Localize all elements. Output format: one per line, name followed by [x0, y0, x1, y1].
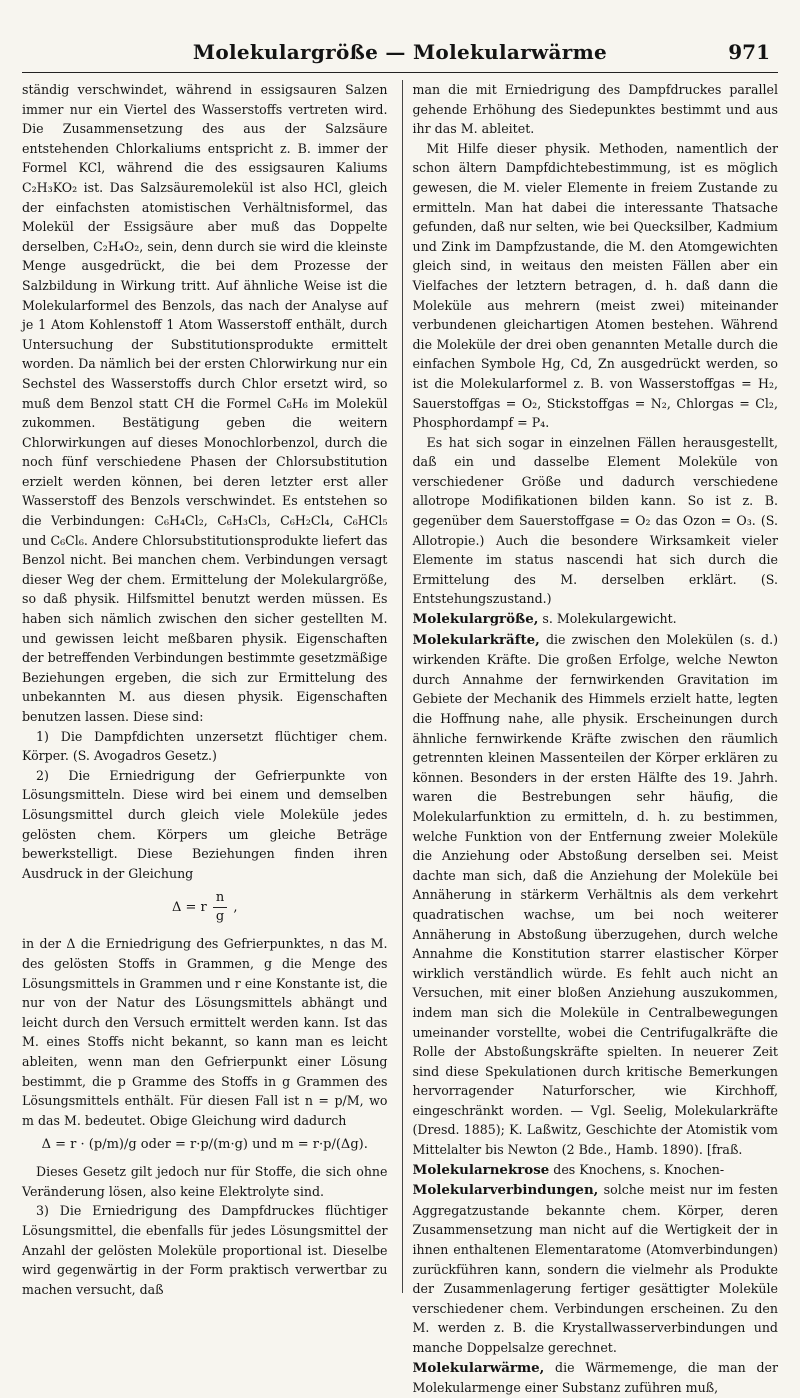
entry-text: solche meist nur im festen Aggregatzustande bekannte chem. Körper, deren Zusammensetzung man nicht auf die Wertigkeit der in ihnen enthaltenen Elementaratome (Atomverbindungen) zurückführen kann, sondern die vielmehr als Produkte der Zusammenlagerung fertiger gesättigter Moleküle verschiedener chem. Verbindungen erscheinen. Zu den M. werden z. B. die Krystallwasserverbindungen und manche Doppelsalze gerechnet. [412, 1182, 778, 1355]
entry-molekularnekrose [413, 1160, 779, 1181]
entry-term: Molekularwärme, [412, 1359, 545, 1376]
entry-molekularkraefte [413, 630, 779, 1160]
entry-molekularverbindungen [413, 1180, 779, 1357]
fraction-denominator: g [215, 909, 225, 925]
paragraph: Mit Hilfe dieser physik. Methoden, namentlich der schon ältern Dampfdichtebestimmung, ist es möglich gewesen, die M. vieler Elemente in freiem Zustande zu ermitteln. Man hat dabei die interessante Thatsache gefunden, daß nur selten, wie bei Quecksilber, Kadmium und Zink im Dampfzustande, die M. den Atomgewichten gleich sind, in weitaus den meisten Fällen aber ein Vielfaches der letztern betragen, d. h. daß dann die Moleküle aus mehrern (meist zwei) miteinander verbundenen gleichartigen Atomen bestehen. Während die Moleküle der drei oben genannten Metalle durch die einfachen Symbole Hg, Cd, Zn ausgedrückt werden, so ist die Molekularformel z. B. von Wasserstoffgas = H₂, Sauerstoffgas = O₂, Stickstoffgas = N₂, Chlorgas = Cl₂, Phosphordampf = P₄. [412, 140, 778, 431]
entry-term: Molekularkräfte, [412, 631, 540, 648]
formula-fraction [213, 889, 227, 926]
text-columns [22, 80, 778, 1396]
entry-term: Molekulargröße, [412, 611, 539, 628]
fraction-numerator: n [213, 889, 227, 908]
paragraph: Es hat sich sogar in einzelnen Fällen herausgestellt, daß ein und dasselbe Element Moleküle von verschiedener Größe und dadurch verschiedene allotrope Modifikationen bilden kann. So ist z. B. gegenüber dem Sauerstoffgase = O₂ das Ozon = O₃. (S. Allotropie.) Auch die besondere Wirksamkeit vieler Elemente im status nascendi hat sich durch die Ermittelung des M. derselben erklärt. (S. Entstehungszustand.) [412, 434, 778, 607]
formula-tail: , [233, 900, 238, 916]
entry-text: die Wärmemenge, die man der Molekularmenge einer Substanz zuführen muß, [412, 1359, 778, 1396]
paragraph: man die mit Erniedrigung des Dampfdruckes parallel gehende Erhöhung des Siedepunktes bestimmt und aus ihr das M. ableitet. [412, 82, 778, 137]
left-column [22, 80, 388, 1297]
formula-lhs: Δ = r [171, 900, 207, 916]
entry-term: Molekularverbindungen, [412, 1182, 599, 1199]
paragraph: 2) Die Erniedrigung der Gefrierpunkte von Lösungsmitteln. Diese wird bei einem und demselben Lösungsmittel durch gleich viele Moleküle jedes gelösten chem. Körpers um gleiche Beträge bewerkstelligt. Diese Beziehungen finden ihren Ausdruck in der Gleichung [22, 767, 388, 881]
entry-text: die zwischen den Molekülen (s. d.) wirkenden Kräfte. Die großen Erfolge, welche Newton durch Annahme der fernwirkenden Gravitation im Gebiete der Mechanik des Himmels erzielt hatte, legten die Hoffnung nahe, alle physik. Erscheinungen durch ähnliche fernwirkende Kräfte zwischen den räumlich getrennten kleinen Massenteilen der Körper erklären zu können. Besonders in der ersten Hälfte des 19. Jahrh. waren die Bestrebungen sehr häufig, die Molekularfunktion zu ermitteln, d. h. zu bestimmen, welche Funktion von der Entfernung zweier Moleküle die Anziehung oder Abstoßung derselben sei. Meist dachte man sich, daß die Anziehung der Moleküle bei Annäherung in stärkerm Verhältnis als dem verkehrt quadratischen wachse, um bei noch weiterer Annäherung in Abstoßung überzugehen, durch welche Annahme die Konstitution starrer elastischer Körper wirklich verständlich würde. Es fehlt auch nicht an Versuchen, mit einer bloßen Anziehung auszukommen, indem man sich die Moleküle in Centralbewegungen umeinander vorstellte, wobei die Centrifugalkräfte die Rolle der Abstoßungskräfte spielten. In neuerer Zeit sind diese Spekulationen durch kritische Bemerkungen hervorragender Naturforscher, wie Kirchhoff, eingeschränkt worden. — Vgl. Seelig, Molekularkräfte (Dresd. 1885); K. Laßwitz, Geschichte der Atomistik vom Mittelalter bis Newton (2 Bde., Hamb. 1890). [fraß. [412, 631, 778, 1158]
entry-term: Molekularnekrose [412, 1161, 550, 1178]
page-number: 971 [728, 40, 770, 64]
entry-text: s. Molekulargewicht. [538, 611, 677, 627]
paragraph: Dieses Gesetz gilt jedoch nur für Stoffe, die sich ohne Veränderung lösen, also keine Elektrolyte sind. [22, 1164, 388, 1199]
paragraph: 3) Die Erniedrigung des Dampfdruckes flüchtiger Lösungsmittel, die ebenfalls für jedes Lösungsmittel der Anzahl der gelösten Moleküle proportional ist. Dieselbe wird gegenwärtig in der Form praktisch verwertbar zu machen versucht, daß [22, 1203, 388, 1297]
paragraph: 1) Die Dampfdichten unzersetzt flüchtiger chem. Körper. (S. Avogadros Gesetz.) [22, 728, 388, 764]
paragraph: in der Δ die Erniedrigung des Gefrierpunktes, n das M. des gelösten Stoffs in Grammen, g die Menge des Lösungsmittels in Grammen und r eine Konstante ist, die nur von der Natur des Lösungsmittels abhängt und leicht durch den Versuch ermittelt werden kann. Ist das M. eines Stoffs nicht bekannt, so kann man es leicht ableiten, wenn man den Gefrierpunkt einer Lösung bestimmt, die p Gramme des Stoffs in g Grammen des Lösungsmittels enthält. Für diesen Fall ist n = p/M, wo m das M. bedeutet. Obige Gleichung wird dadurch [22, 936, 388, 1128]
entry-molekularwaerme [413, 1358, 779, 1398]
running-head: Molekulargröße — Molekularwärme [192, 40, 608, 64]
entry-molekulargroesse [413, 609, 779, 630]
right-column [402, 80, 779, 1396]
header-rule [22, 72, 778, 73]
formula-freezing [22, 889, 388, 926]
page-header [22, 0, 778, 62]
entry-text: des Knochens, s. Knochen- [549, 1161, 725, 1177]
paragraph: ständig verschwindet, während in essigsauren Salzen immer nur ein Viertel des Wasserstoffs vertreten wird. Die Zusammensetzung des aus der Salzsäure entstehenden Chlorkaliums entspricht z. B. immer der Formel KCl, während die des essigsauren Kaliums C₂H₃KO₂ ist. Das Salzsäuremolekül ist also HCl, gleich der einfachsten atomistischen Verhältnisformel, das Molekül der Essigsäure aber muß das Doppelte derselben, C₂H₄O₂, sein, denn durch sie wird die kleinste Menge ausgedrückt, die bei dem Prozesse der Salzbildung in Wirkung tritt. Auf ähnliche Weise ist die Molekularformel des Benzols, das nach der Analyse auf je 1 Atom Kohlenstoff 1 Atom Wasserstoff enthält, durch Untersuchung der Substitutionsprodukte ermittelt worden. Da nämlich bei der ersten Chlorwirkung nur ein Sechstel des Wasserstoffs durch Chlor ersetzt wird, so muß dem Benzol statt CH die Formel C₆H₆ im Molekül zukommen. Bestätigung geben die weitern Chlorwirkungen auf dieses Monochlorbenzol, durch die noch fünf verschiedene Phasen der Chlorsubstitution erzielt werden können, bei deren letzter erst aller Wasserstoff des Benzols verschwindet. Es entstehen so die Verbindungen: C₆H₄Cl₂, C₆H₃Cl₃, C₆H₂Cl₄, C₆HCl₅ und C₆Cl₆. Andere Chlorsubstitutionsprodukte liefert das Benzol nicht. Bei manchen chem. Verbindungen versagt dieser Weg der chem. Ermittelung der Molekulargröße, so daß physik. Hilfsmittel benutzt werden müssen. Es haben sich nämlich zwischen den sicher gestellten M. und gewissen leicht meßbaren physik. Eigenschaften der betreffenden Verbindungen bestimmte gesetzmäßige Beziehungen ergeben, die sich zur Ermittelung des unbekannten M. aus diesen physik. Eigenschaften benutzen lassen. Diese sind: [22, 82, 388, 724]
formula-derived: Δ = r · (p/m)/g oder = r·p/(m·g) und m = r·p/(Δg). [41, 1137, 368, 1153]
